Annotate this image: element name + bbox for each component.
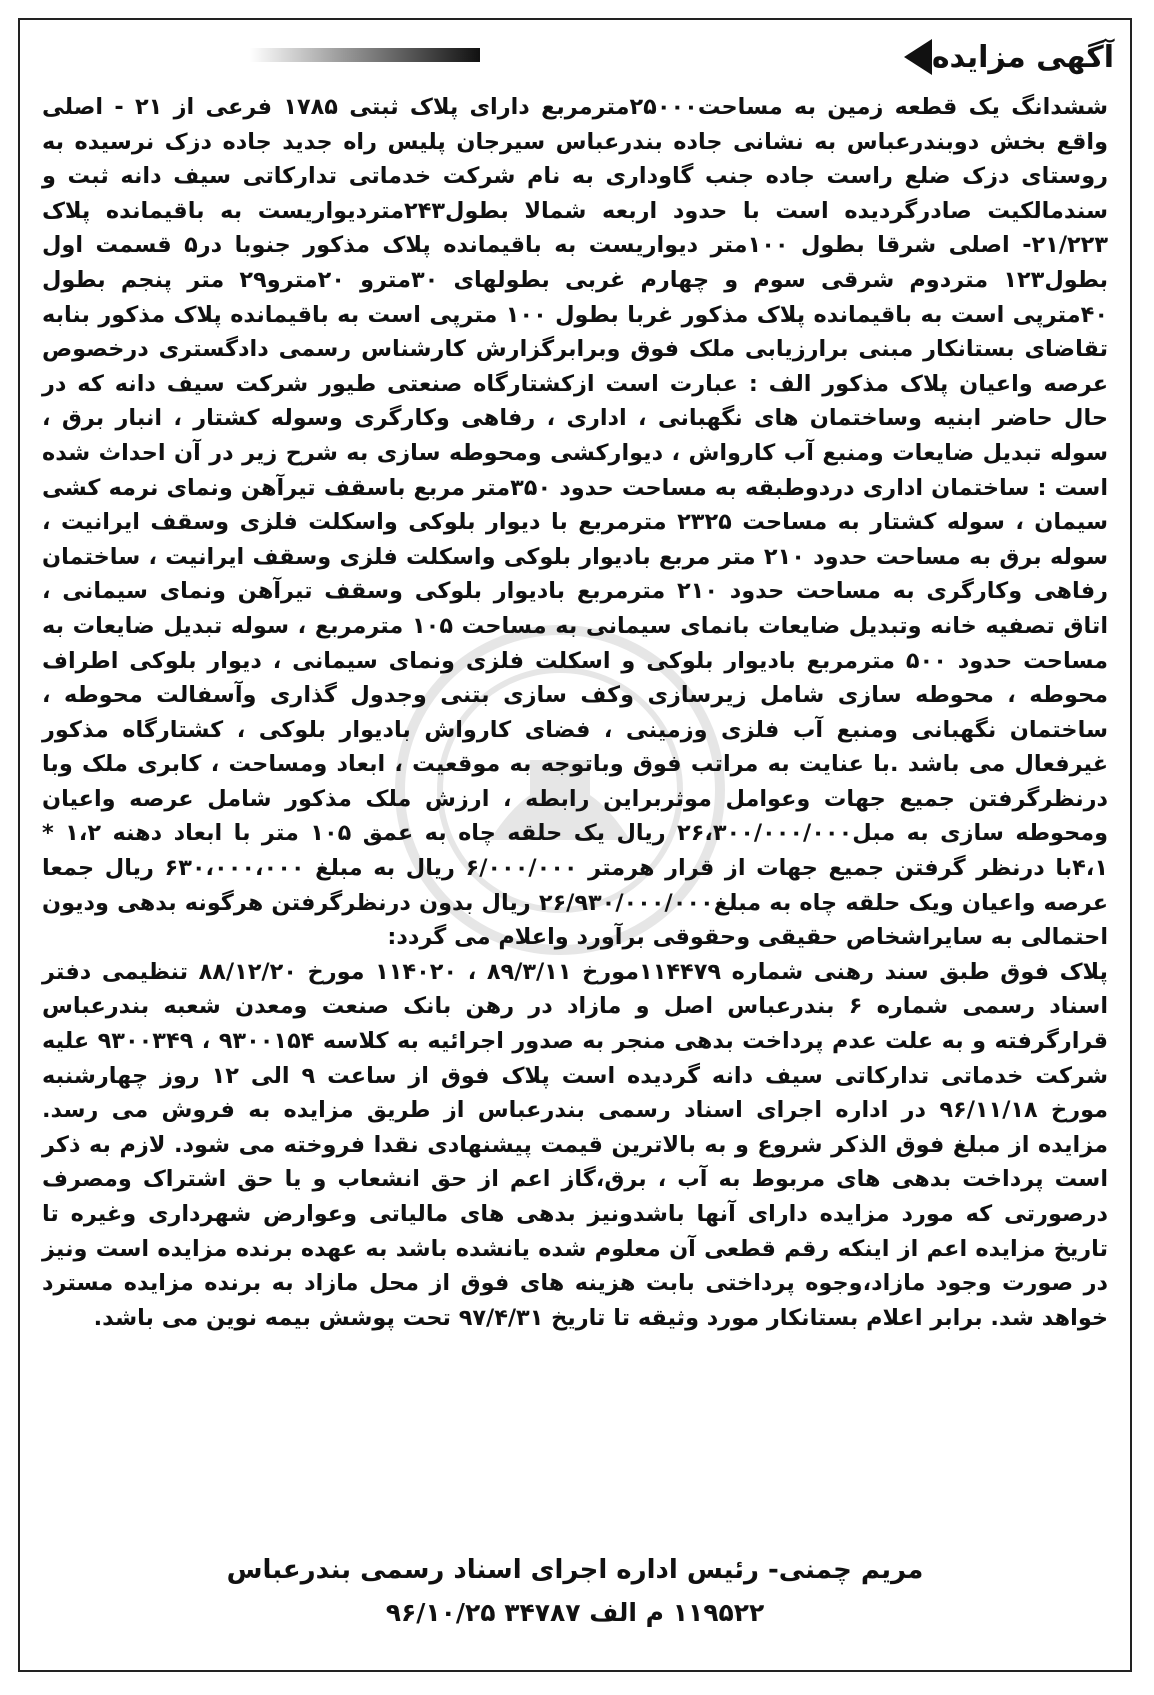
notice-header — [894, 34, 1114, 80]
notice-title: آگهی مزایده — [931, 39, 1114, 75]
signature-line: مریم چمنی- رئیس اداره اجرای اسناد رسمی بندرعباس — [226, 1555, 924, 1585]
reference-line: ۱۱۹۵۲۲ م الف ۳۴۷۸۷ ۹۶/۱۰/۲۵ — [385, 1598, 765, 1627]
notice-body — [42, 90, 1108, 1335]
triangle-icon — [904, 39, 932, 75]
notice-paragraph-1: ششدانگ یک قطعه زمین به مساحت۲۵۰۰۰مترمربع دارای پلاک ثبتی ۱۷۸۵ فرعی از ۲۱ - اصلی واقع بخش دوبندرعباس به نشانی جاده بندرعباس سیرجان پلیس راه جدید جاده دزک نرسیده به روستای دزک ضلع راست جاده جنب گاوداری به نام شرکت خدماتی تدارکاتی سیف دانه ثبت و سندمالکیت صادرگردیده است با حدود اربعه شمالا بطول۲۴۳متردیواریست به باقیمانده پلاک ۲۱/۲۲۳- اصلی شرقا بطول ۱۰۰متر دیواریست به باقیمانده پلاک مذکور جنوبا در۵ قسمت اول بطول۱۲۳ متردوم شرقی سوم و چهارم غربی بطولهای ۳۰مترو ۲۰مترو۲۹ متر پنجم بطول ۴۰مترپی است به باقیمانده پلاک مذکور غربا بطول ۱۰۰ مترپی است به باقیمانده پلاک مذکور بنابه تقاضای بستانکار مبنی برارزیابی ملک فوق وبرابرگزارش کارشناس رسمی دادگستری درخصوص عرصه واعیان پلاک مذکور الف : عبارت است ازکشتارگاه صنعتی طیور شرکت سیف دانه که در حال حاضر ابنیه وساختمان های نگهبانی ، اداری ، رفاهی وکارگری وسوله کشتار ، انبار برق ، سوله تبدیل ضایعات ومنبع آب کارواش ، دیوارکشی ومحوطه سازی به شرح زیر در آن احداث شده است : ساختمان اداری دردوطبقه به مساحت حدود ۳۵۰متر مربع باسقف تیرآهن ونمای نرمه کشی سیمان ، سوله کشتار به مساحت ۲۳۲۵ مترمربع با دیوار بلوکی واسکلت فلزی وسقف ایرانیت ، سوله برق به مساحت حدود ۲۱۰ متر مربع بادیوار بلوکی واسکلت فلزی وسقف ایرانیت ، ساختمان رفاهی وکارگری به مساحت حدود ۲۱۰ مترمربع بادیوار بلوکی وسقف تیرآهن ونمای سیمانی ، اتاق تصفیه خانه وتبدیل ضایعات بانمای سیمانی به مساحت ۱۰۵ مترمربع ، سوله تبدیل ضایعات به مساحت حدود ۵۰۰ مترمربع بادیوار بلوکی و اسکلت فلزی ونمای سیمانی ، دیوار بلوکی اطراف محوطه ، محوطه سازی شامل زیرسازی وکف سازی بتنی وجدول گذاری وآسفالت محوطه ، ساختمان نگهبانی ومنبع آب فلزی وزمینی ، فضای کارواش بادیوار بلوکی ، کشتارگاه مذکور غیرفعال می باشد .با عنایت به مراتب فوق وباتوجه به موقعیت ، ابعاد ومساحت ، کابری ملک وبا درنظرگرفتن جمیع جهات وعوامل موثربراین رابطه ، ارزش ملک مذکور شامل عرصه واعیان ومحوطه سازی به مبل۲۶،۳۰۰/۰۰۰/۰۰۰ ریال یک حلقه چاه به عمق ۱۰۵ متر با ابعاد دهنه ۱،۲ * ۴،۱با درنظر گرفتن جمیع جهات از قرار هرمتر ۶/۰۰۰/۰۰۰ ریال به مبلغ ۶۳۰،۰۰۰،۰۰۰ ریال جمعا عرصه واعیان ویک حلقه چاه به مبلغ۲۶/۹۳۰/۰۰۰/۰۰۰ ریال بدون درنظرگرفتن هرگونه بدهی ودیون احتمالی به سایراشخاص حقیقی وحقوقی برآورد واعلام می گردد: — [42, 94, 1109, 951]
decorative-gradient-bar — [250, 48, 480, 62]
notice-paragraph-2: پلاک فوق طبق سند رهنی شماره ۱۱۴۴۷۹مورخ ۸۹/۳/۱۱ ، ۱۱۴۰۲۰ مورخ ۸۸/۱۲/۲۰ تنظیمی دفتر اسناد رسمی شماره ۶ بندرعباس اصل و مازاد در رهن بانک صنعت ومعدن شعبه بندرعباس قرارگرفته و به علت عدم پرداخت بدهی منجر به صدور اجرائیه به کلاسه ۹۳۰۰۱۵۴ ، ۹۳۰۰۳۴۹ علیه شرکت خدماتی تدارکاتی سیف دانه گردیده است پلاک فوق از ساعت ۹ الی ۱۲ روز چهارشنبه مورخ ۹۶/۱۱/۱۸ در اداره اجرای اسناد رسمی بندرعباس از طریق مزایده به فروش می رسد. مزایده از مبلغ فوق الذکر شروع و به بالاترین قیمت پیشنهادی نقدا فروخته می شود. لازم به ذکر است پرداخت بدهی های مربوط به آب ، برق،گاز اعم از حق انشعاب و یا حق اشتراک ومصرف درصورتی که مورد مزایده دارای آنها باشدونیز بدهی های مالیاتی وعوارض شهرداری وغیره تا تاریخ مزایده اعم از اینکه رقم قطعی آن معلوم شده یانشده باشد به عهده برنده مزایده است ونیز در صورت وجود مازاد،وجوه پرداختی بابت هزینه های فوق از محل مازاد به برنده مزایده مسترد خواهد شد. برابر اعلام بستانکار مورد وثیقه تا تاریخ ۹۷/۴/۳۱ تحت پوشش بیمه نوین می باشد. — [42, 958, 1108, 1331]
